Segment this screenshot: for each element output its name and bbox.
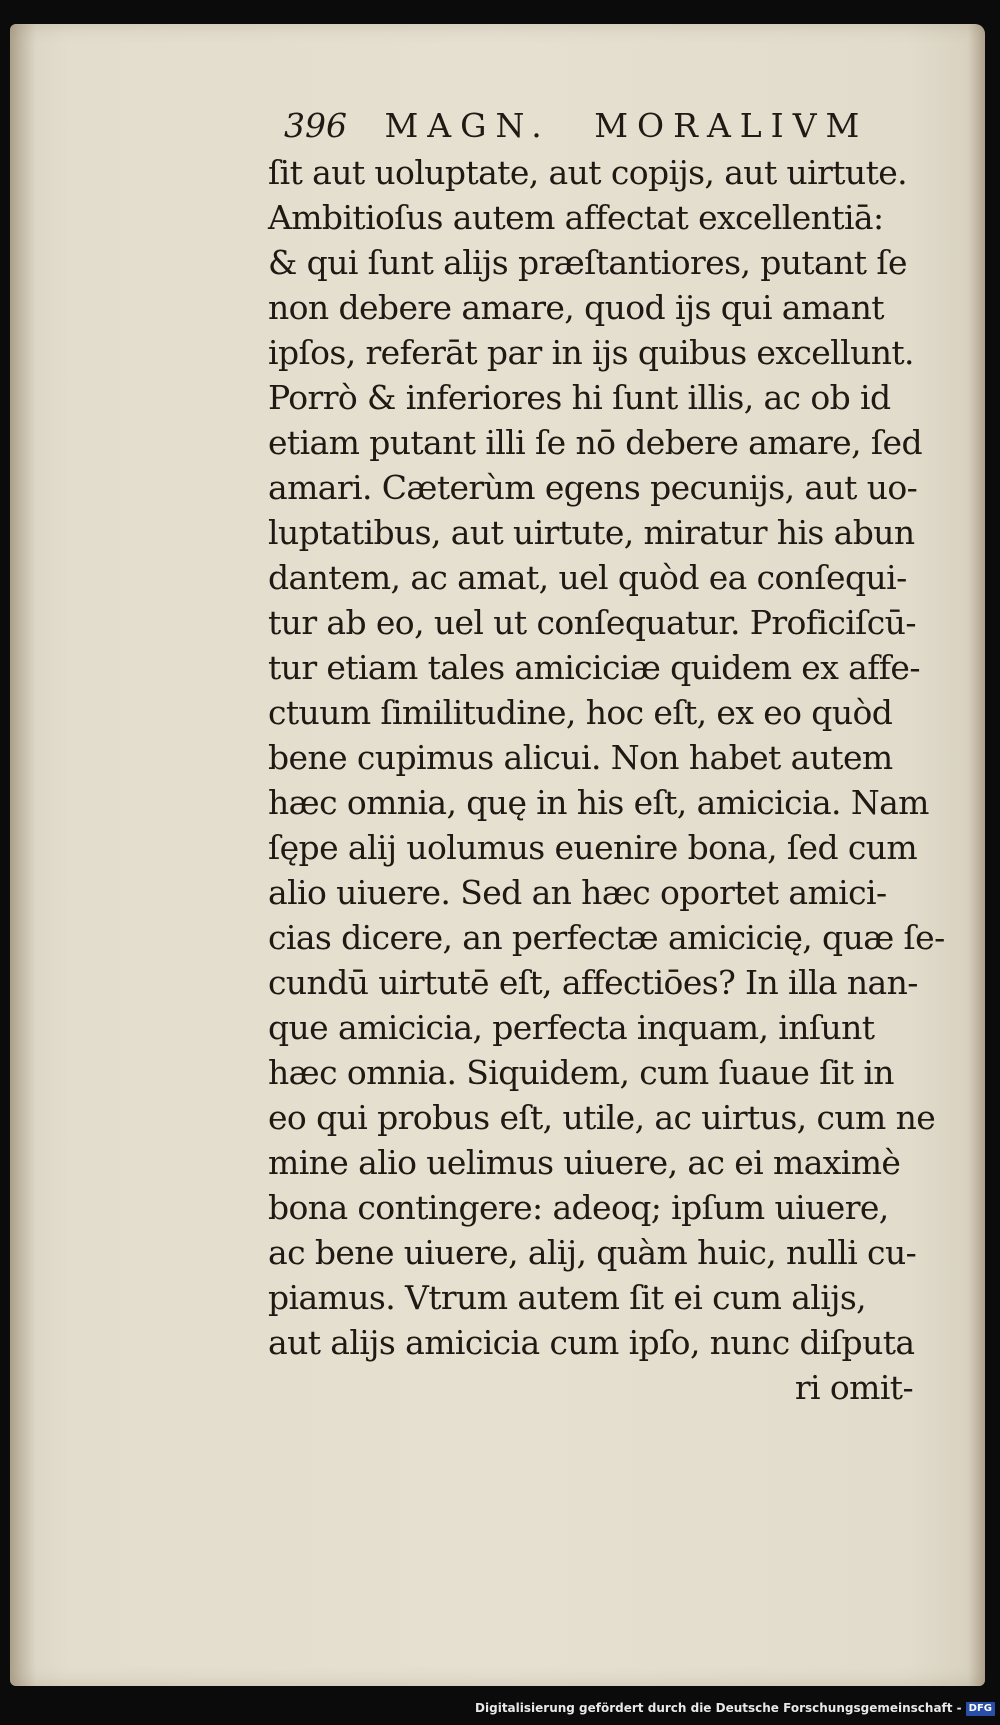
text-line: piamus. Vtrum autem ſit ei cum alijs, xyxy=(268,1278,867,1317)
text-line: ipſos, referāt par in ijs quibus excellunt. xyxy=(268,333,914,372)
credit-text: Digitalisierung gefördert durch die Deutsche Forschungsgemeinschaft - xyxy=(475,1701,962,1715)
text-line: eo qui probus eſt, utile, ac uirtus, cum ne xyxy=(268,1098,936,1137)
text-line: etiam putant illi ſe nō debere amare, ſed xyxy=(268,423,922,462)
text-line: mine alio uelimus uiuere, ac ei maximè xyxy=(268,1143,901,1182)
text-line: que amicicia, perfecta inquam, inſunt xyxy=(268,1008,875,1047)
text-line: Porrò & inferiores hi ſunt illis, ac ob id xyxy=(268,378,891,417)
text-line: cundū uirtutē eſt, affectiōes? In illa nan- xyxy=(268,963,918,1002)
body-text xyxy=(268,150,968,1410)
text-line: amari. Cæterùm egens pecunijs, aut uo- xyxy=(268,468,918,507)
text-line: tur etiam tales amiciciæ quidem ex affe- xyxy=(268,648,920,687)
dfg-logo: DFG xyxy=(966,1702,995,1716)
text-line: tur ab eo, uel ut conſequatur. Proficiſcū- xyxy=(268,603,916,642)
text-line: ac bene uiuere, alij, quàm huic, nulli cu- xyxy=(268,1233,917,1272)
page-number: 396 xyxy=(284,106,347,145)
catchword: ri omit- xyxy=(794,1368,913,1407)
text-line: bona contingere: adeoq; ipſum uiuere, xyxy=(268,1188,889,1227)
page-gutter-shadow xyxy=(10,24,36,1686)
running-title-part-2: MORALIVM xyxy=(594,106,869,145)
text-line: dantem, ac amat, uel quòd ea conſequi- xyxy=(268,558,907,597)
text-line: ctuum ſimilitudine, hoc eſt, ex eo quòd xyxy=(268,693,893,732)
text-line: hæc omnia. Siquidem, cum ſuaue ſit in xyxy=(268,1053,894,1092)
digitization-credit xyxy=(0,1697,995,1719)
text-line: cias dicere, an perfectæ amicicię, quæ ſe- xyxy=(268,918,945,957)
text-line: bene cupimus alicui. Non habet autem xyxy=(268,738,893,777)
running-title-part-1: MAGN. xyxy=(384,106,551,145)
text-line: non debere amare, quod ijs qui amant xyxy=(268,288,884,327)
text-line: hæc omnia, quę in his eſt, amicicia. Nam xyxy=(268,783,929,822)
text-line: & qui ſunt alijs præſtantiores, putant ſe xyxy=(268,243,907,282)
running-header xyxy=(284,106,904,150)
page-edge-shadow xyxy=(968,24,985,1686)
text-line: ſępe alij uolumus euenire bona, ſed cum xyxy=(268,828,918,867)
text-line: ſit aut uoluptate, aut copijs, aut uirtute. xyxy=(268,153,908,192)
text-line: alio uiuere. Sed an hæc oportet amici- xyxy=(268,873,887,912)
text-line: luptatibus, aut uirtute, miratur his abun xyxy=(268,513,915,552)
text-line: Ambitioſus autem affectat excellentiā: xyxy=(268,198,884,237)
text-line: aut alijs amicicia cum ipſo, nunc diſputa xyxy=(268,1323,915,1362)
